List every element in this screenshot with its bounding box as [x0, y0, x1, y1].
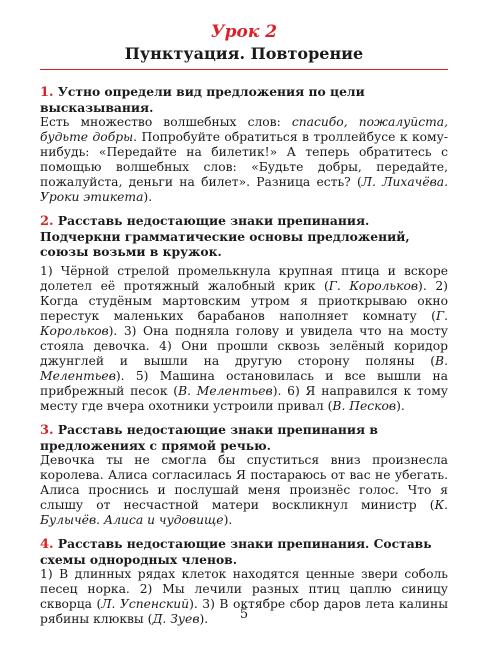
task-2-text	[40, 264, 448, 414]
text-fragment: ).	[223, 513, 233, 527]
lesson-title: Пунктуация. Повторение	[124, 44, 364, 63]
source-citation: К. Булычёв. Алиса и чудовище	[40, 498, 448, 527]
text-fragment: ). 5) Машина остановилась и все вышли на прибрежный песок (	[40, 369, 448, 398]
task-1-text	[40, 115, 448, 205]
task-2-instruction: Расставь недостающие знаки препинания. Подчеркни грамматические основы предложений, союзы возьми в кружок.	[40, 213, 410, 259]
text-fragment: ). 6) Я направился к тому месту где вчера охотники устроили привал (	[40, 384, 448, 413]
text-fragment: ). 3) В октябре сбор даров лета калины рябины клюквы (	[40, 597, 448, 626]
source-citation: В. Мелентьев	[178, 384, 273, 398]
task-2	[40, 213, 448, 414]
task-2-heading	[40, 213, 448, 259]
text-fragment: Есть множество волшебных слов:	[40, 115, 292, 129]
task-4-heading	[40, 536, 448, 567]
title-divider	[40, 69, 448, 70]
task-1-number: 1.	[40, 85, 54, 100]
source-citation: В. Мелентьев	[40, 354, 448, 383]
task-4-instruction: Расставь недостающие знаки препинания. Составь схемы однородных членов.	[40, 536, 432, 567]
text-fragment: . Попробуйте обратиться в троллейбусе к кому-нибудь: «Передайте на билетик!» А теперь обратитесь с помощью волшебных слов: «Будьте добры, передайте, пожалуйста, деньги на билет». Разница есть? (	[40, 130, 448, 189]
task-3-text	[40, 453, 448, 528]
task-1-instruction: Устно определи вид предложения по цели высказывания.	[40, 84, 365, 115]
text-fragment-italic: спасибо, пожалуйста, будьте добры	[40, 115, 448, 144]
task-1	[40, 84, 448, 205]
task-1-heading	[40, 84, 448, 115]
task-3-number: 3.	[40, 423, 54, 438]
source-citation: Г. Корольков	[40, 309, 448, 338]
text-fragment: ). 3) Она подняла голову и увидела что на мосту стояла девочка. 4) Они прошли сквозь зелёный коридор джунглей и вышли на другую сторону поляны (	[40, 324, 448, 368]
text-fragment: 1) Чёрной стрелой промелькнула крупная птица и вскоре долетел её протяжный жалобный крик (	[40, 264, 448, 293]
text-fragment: ).	[199, 612, 209, 626]
source-citation: В. Песков	[332, 399, 397, 413]
text-fragment: ).	[396, 399, 405, 413]
lesson-number: Урок 2	[210, 22, 278, 42]
page-number: 5	[239, 607, 249, 622]
source-citation: Л. Успенский	[101, 597, 190, 611]
text-fragment: 1) В длинных рядах клеток находятся ценные звери соболь песец норка. 2) Мы лечили разных птиц цаплю синицу скворца (	[40, 567, 448, 611]
task-3	[40, 422, 448, 528]
task-2-number: 2.	[40, 214, 54, 229]
task-3-instruction: Расставь недостающие знаки препинания в предложениях с прямой речью.	[40, 422, 378, 453]
text-fragment: ).	[143, 190, 153, 204]
source-citation: Л. Лихачёва. Уроки этикета	[40, 175, 448, 204]
text-fragment: ). 2) Когда студёным мартовским утром я приоткрываю окно перестук маленьких барабанов наполняет комнату (	[40, 279, 448, 323]
source-citation: Д. Зуев	[152, 612, 200, 626]
source-citation: Г. Корольков	[328, 279, 419, 293]
task-4-number: 4.	[40, 537, 54, 552]
text-fragment: Девочка ты не смогла бы спуститься вниз произнесла королева. Алиса согласилась Я постараюсь от вас не убегать. Алиса проснись и послушай меня произнёс голос. Что я слышу от несчастной матери воскликнул министр (	[40, 453, 448, 512]
task-3-heading	[40, 422, 448, 453]
